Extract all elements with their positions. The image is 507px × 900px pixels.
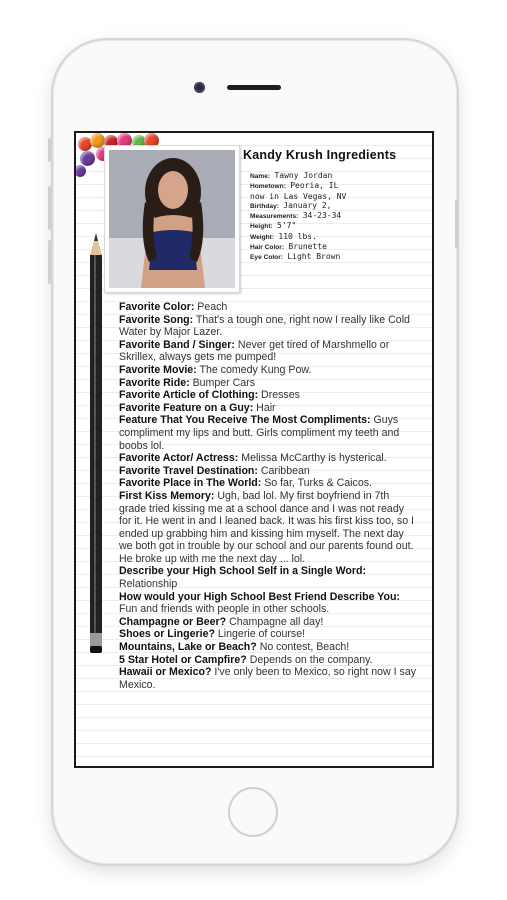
qa-item: Favorite Ride: Bumper Cars bbox=[119, 376, 255, 389]
mute-switch bbox=[48, 138, 51, 162]
front-camera-icon bbox=[194, 82, 205, 93]
stat-name: Name: Tawny Jordan bbox=[250, 171, 333, 180]
pencil-icon bbox=[86, 233, 106, 653]
qa-list bbox=[119, 301, 419, 691]
qa-item: Favorite Movie: The comedy Kung Pow. bbox=[119, 363, 312, 376]
stat-height: Height: 5'7" bbox=[250, 221, 297, 231]
qa-item: Favorite Place in The World: So far, Turks & Caicos. bbox=[119, 477, 372, 490]
stat-measurements: Measurements: 34-23-34 bbox=[250, 211, 342, 221]
qa-item: Favorite Band / Singer: Never get tired of Marshmello or Skrillex, always gets me pumped! bbox=[119, 338, 390, 364]
stat-hometown: Hometown: Peoria, IL bbox=[250, 181, 339, 191]
home-button[interactable] bbox=[228, 787, 278, 837]
qa-item: Describe your High School Self in a Single Word: Relationship bbox=[119, 565, 367, 591]
magazine-page bbox=[74, 131, 434, 768]
qa-item: Favorite Actor/ Actress: Melissa McCarthy is hysterical. bbox=[119, 452, 387, 465]
power-button bbox=[455, 200, 458, 248]
volume-down-button bbox=[48, 240, 51, 284]
qa-item: How would your High School Best Friend Describe You: Fun and friends with people in other schools. bbox=[119, 590, 400, 616]
qa-item: 5 Star Hotel or Campfire? Depends on the company. bbox=[119, 653, 373, 666]
volume-up-button bbox=[48, 186, 51, 230]
profile-photo bbox=[104, 145, 240, 293]
qa-item: Mountains, Lake or Beach? No contest, Beach! bbox=[119, 641, 350, 654]
qa-item: Feature That You Receive The Most Compliments: Guys compliment my lips and butt. Girls compliment my teeth and boobs lol. bbox=[119, 414, 400, 452]
qa-item: Hawaii or Mexico? I've only been to Mexico, so right now I say Mexico. bbox=[119, 666, 417, 691]
qa-item: Favorite Song: That's a tough one, right now I really like Cold Water by Major Lazer. bbox=[119, 313, 410, 339]
stat-hometown-now: now in Las Vegas, NV bbox=[250, 191, 347, 201]
qa-item: Favorite Travel Destination: Caribbean bbox=[119, 464, 310, 477]
profile-title: Kandy Krush Ingredients bbox=[243, 148, 397, 162]
qa-item: Champagne or Beer? Champagne all day! bbox=[119, 615, 324, 628]
profile-stats bbox=[250, 171, 430, 263]
qa-item: Favorite Color: Peach bbox=[119, 301, 228, 313]
earpiece-speaker bbox=[227, 85, 281, 90]
qa-item: Shoes or Lingerie? Lingerie of course! bbox=[119, 628, 306, 641]
qa-item: Favorite Article of Clothing: Dresses bbox=[119, 389, 300, 402]
stat-weight: Weight: 110 lbs. bbox=[250, 231, 317, 241]
stat-eye-color: Eye Color: Light Brown bbox=[250, 252, 341, 262]
stat-birthday: Birthday: January 2, bbox=[250, 200, 332, 210]
qa-item: Favorite Feature on a Guy: Hair bbox=[119, 401, 276, 414]
qa-item: First Kiss Memory: Ugh, bad lol. My first boyfriend in 7th grade tried kissing me at a school dance and I was not ready for it. He went in and I leaned back. It was his first kiss too, so I ended up grabbing him and kissing him myself. The next day we both got in trouble by our school and our parents found out. He broke up with me the next day ... lol. bbox=[119, 489, 414, 565]
stat-hair-color: Hair Color: Brunette bbox=[250, 242, 327, 252]
